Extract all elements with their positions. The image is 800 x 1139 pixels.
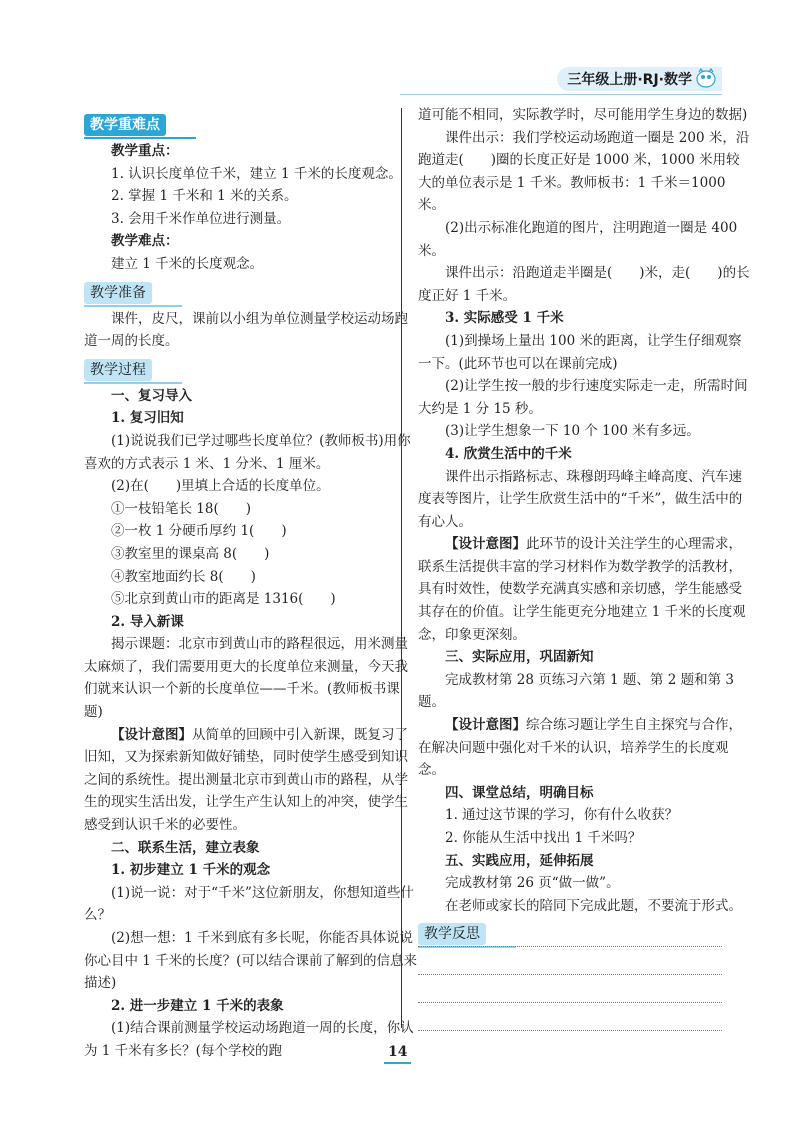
design-intent-tag: 【设计意图】	[445, 717, 526, 734]
fill-question-3: ③教室里的课桌高 8( )	[111, 545, 270, 562]
paragraph: (3)让学生想象一下 10 个 100 米有多远。	[445, 423, 700, 440]
header-tab	[557, 67, 722, 91]
heading-connect-life: 二、联系生活，建立表象	[111, 839, 260, 856]
right-column	[418, 104, 752, 949]
design-intent-text: 综合练习题让学生自主探究与合作，在解决问题中强化对千米的认识，培养学生的长度观念。	[418, 717, 742, 779]
paragraph: (2)想一想：1 千米到底有多长呢，你能否具体说说你心目中 1 千米的长度？(可以结合课前了解到的信息来描述)	[84, 930, 417, 992]
section-badge-key-points: 教学重难点	[84, 114, 166, 136]
design-intent-1	[84, 724, 418, 837]
design-intent-tag: 【设计意图】	[445, 536, 526, 553]
reflection-line	[418, 974, 722, 975]
paragraph: (1)结合课前测量学校运动场跑道一周的长度，你认为 1 千米有多长？(每个学校的跑	[84, 1020, 414, 1059]
difficulty-1: 建立 1 千米的长度观念。	[111, 255, 264, 272]
design-intent-3	[418, 714, 752, 782]
header-subject: 数学	[664, 72, 692, 88]
key-points-title: 教学重点：	[111, 143, 179, 159]
subheading-review-old: 1. 复习旧知	[111, 410, 184, 427]
section-badge-process: 教学过程	[84, 359, 152, 381]
key-point-2: 2. 掌握 1 千米和 1 米的关系。	[111, 188, 298, 205]
paragraph: (1)到操场上量出 100 米的距离，让学生仔细观察一下。(此环节也可以在课前完成)	[418, 332, 742, 372]
fill-question-4: ④教室地面约长 8( )	[111, 568, 256, 585]
reflection-line	[418, 1030, 722, 1031]
subheading-appreciate: 4. 欣赏生活中的千米	[445, 445, 572, 462]
heading-review: 一、复习导入	[111, 387, 192, 404]
paragraph: 课件出示指路标志、珠穆朗玛峰主峰高度、汽车速度表等图片，让学生欣赏生活中的“千米”，做生活中的有心人。	[418, 468, 743, 530]
paragraph: 揭示课题：北京市到黄山市的路程很远，用米测量太麻烦了，我们需要用更大的长度单位来测量，今天我们就来认识一个新的长度单位——千米。(教师板书课题)	[84, 636, 408, 721]
paragraph: (1)说说我们已学过哪些长度单位？(教师板书)用你喜欢的方式表示 1 米、1 分米、1 厘米。	[84, 432, 411, 472]
page-number: 14	[388, 1044, 408, 1060]
paragraph: 道可能不相同，实际教学时，尽可能用学生身边的数据)	[418, 107, 748, 123]
key-point-3: 3. 会用千米作单位进行测量。	[111, 210, 291, 227]
paragraph: 课件出示：沿跑道走半圈是( )米，走( )的长度正好 1 千米。	[418, 265, 750, 304]
header-edition: RJ	[642, 72, 659, 88]
summary-question-2: 2. 你能从生活中找出 1 千米吗？	[445, 830, 642, 846]
paragraph: (2)出示标准化跑道的图片，注明跑道一圈是 400 米。	[418, 219, 738, 259]
header-rule	[400, 94, 722, 95]
heading-practice: 五、实践应用，延伸拓展	[445, 852, 594, 869]
header-grade: 三年级上册	[567, 72, 638, 88]
owl-mascot-icon	[694, 65, 718, 89]
paragraph: 完成教材第 28 页练习六第 1 题、第 2 题和第 3 题。	[418, 671, 734, 711]
design-intent-text: 此环节的设计关注学生的心理需求，联系生活提供丰富的学习材料作为数学教学的活教材，具有时效性，使数学充满真实感和亲切感，学生能感受其存在的价值。让学生能更充分地建立 1 千米的长度观念，印象更深刻。	[418, 536, 746, 643]
reflection-line	[418, 1002, 722, 1003]
paragraph: 完成教材第 26 页“做一做”。	[445, 875, 620, 892]
summary-question-1: 1. 通过这节课的学习，你有什么收获？	[445, 807, 679, 824]
heading-application: 三、实际应用，巩固新知	[445, 649, 594, 666]
design-intent-text: 从简单的回顾中引入新课，既复习了旧知，又为探索新知做好铺垫，同时使学生感受到知识之间的系统性。提出测量北京市到黄山市的路程，从学生的现实生活出发，让学生产生认知上的冲突，使学生感受到认识千米的必要性。	[84, 726, 408, 834]
subheading-further-concept: 2. 进一步建立 1 千米的表象	[111, 997, 284, 1014]
paragraph: (1)说一说：对于“千米”这位新朋友，你想知道些什么？	[84, 884, 414, 924]
header-separator: ·	[658, 72, 664, 88]
header-separator: ·	[637, 72, 643, 88]
preparation-text: 课件，皮尺，课前以小组为单位测量学校运动场跑道一周的长度。	[84, 310, 408, 350]
paragraph: (2)在( )里填上合适的长度单位。	[111, 478, 330, 495]
reflection-line	[418, 946, 722, 947]
fill-question-1: ①一枝铅笔长 18( )	[111, 500, 252, 517]
paragraph: 课件出示：我们学校运动场跑道一圈是 200 米，沿跑道走( )圈的长度正好是 1000 米，1000 米用较大的单位表示是 1 千米。教师板书：1 千米＝1000 米。	[418, 129, 750, 214]
paragraph: 在老师或家长的陪同下完成此题，不要流于形式。	[445, 897, 742, 914]
section-badge-reflection: 教学反思	[418, 923, 486, 945]
paragraph: (2)让学生按一般的步行速度实际走一走，所需时间大约是 1 分 15 秒。	[418, 378, 748, 417]
fill-question-5: ⑤北京到黄山市的距离是 1316( )	[111, 591, 336, 608]
section-badge-preparation: 教学准备	[84, 282, 152, 304]
fill-question-2: ②一枚 1 分硬币厚约 1( )	[111, 523, 287, 540]
subheading-initial-concept: 1. 初步建立 1 千米的观念	[111, 862, 271, 879]
difficulty-title: 教学难点：	[111, 233, 179, 250]
page-header	[557, 66, 722, 92]
design-intent-tag: 【设计意图】	[111, 726, 192, 743]
subheading-intro-new: 2. 导入新课	[111, 613, 184, 630]
subheading-feel-1km: 3. 实际感受 1 千米	[445, 310, 564, 327]
left-column	[84, 108, 418, 1063]
key-point-1: 1. 认识长度单位千米，建立 1 千米的长度观念。	[111, 165, 402, 182]
heading-summary: 四、课堂总结，明确目标	[445, 784, 594, 801]
design-intent-2	[418, 533, 752, 646]
